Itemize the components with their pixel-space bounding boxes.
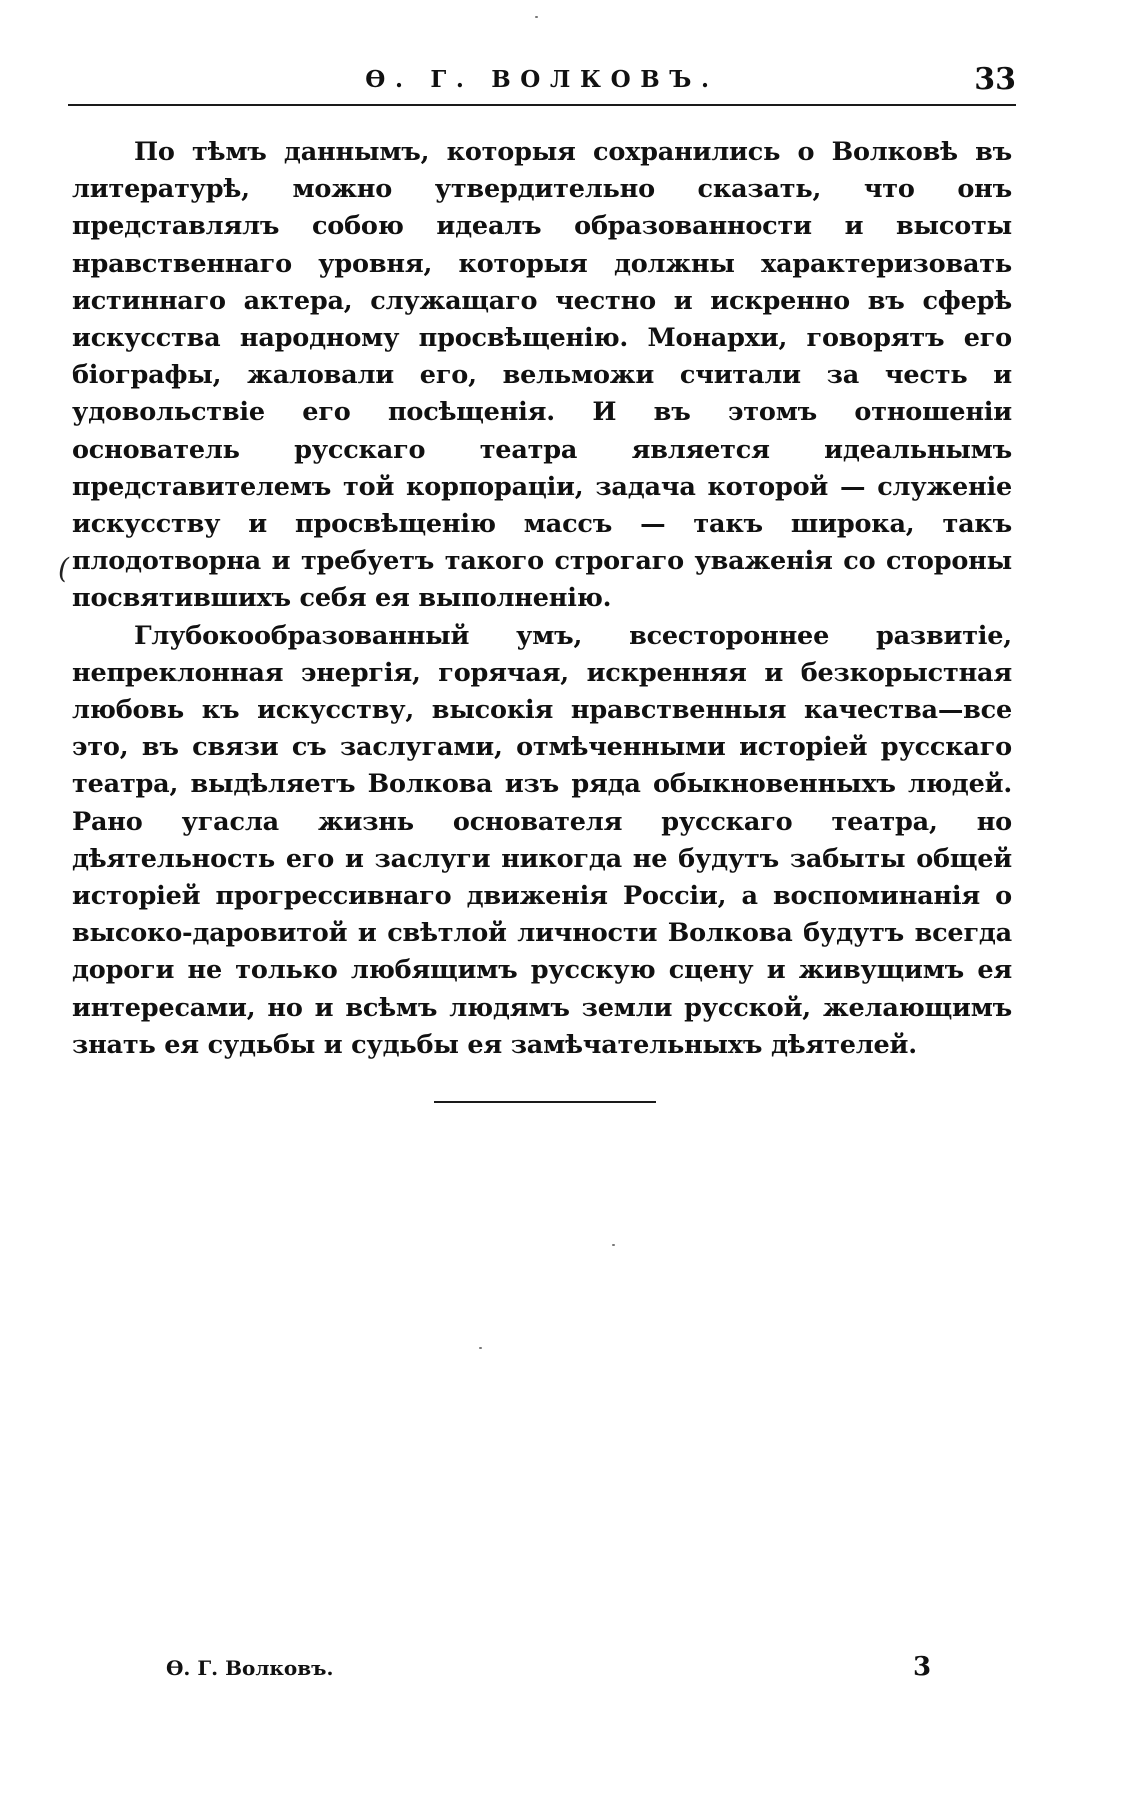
page-number: 33 [974, 62, 1016, 97]
running-title: Ѳ. Г. ВОЛКОВЪ. [365, 66, 719, 93]
print-speck [535, 16, 538, 18]
print-speck [479, 1347, 482, 1349]
paragraph-2: Глубокообразованный умъ, всестороннее развитіе, непреклонная энергія, горячая, искренняя и безкорыстная любовь къ искусству, высокія нравственныя качества—все это, въ связи съ заслугами, отмѣченными исторіей русскаго театра, выдѣляетъ Волкова изъ ряда обыкновенныхъ людей. Рано угасла жизнь основателя русскаго театра, но дѣятельность его и заслуги никогда не будутъ забыты общей исторіей прогрессивнаго движенія Россіи, а воспоминанія о высоко-даровитой и свѣтлой личности Волкова будутъ всегда дороги не только любящимъ русскую сцену и живущимъ ея интересами, но и всѣмъ людямъ земли русской, желающимъ знать ея судьбы и судьбы ея замѣчательныхъ дѣятелей. [72, 620, 1012, 1060]
footer-sheet-number: 3 [913, 1652, 932, 1682]
footer-signature: Ѳ. Г. Волковъ. [166, 1656, 334, 1680]
print-speck [612, 1244, 615, 1246]
running-head [68, 62, 1016, 102]
paragraph-1: По тѣмъ даннымъ, которыя сохранились о Волковѣ въ литературѣ, можно утвердительно сказать, что онъ представлялъ собою идеалъ образованности и высоты нравственнаго уровня, которыя должны характеризовать истиннаго актера, служащаго честно и искренно въ сферѣ искусства народному просвѣщенію. Монархи, говорятъ его біографы, жаловали его, вельможи считали за честь и удовольствіе его посѣщенія. И въ этомъ отношеніи основатель русскаго театра является идеальнымъ представителемъ той корпораціи, задача которой — служеніе искусству и просвѣщенію массъ — такъ широка, такъ плодотворна и требуетъ такого строгаго уваженія со стороны посвятившихъ себя ея выполненію. [72, 137, 1012, 614]
header-rule [68, 104, 1016, 106]
body-text [72, 134, 1012, 1064]
margin-pencil-mark: ( [58, 552, 69, 585]
end-rule [434, 1101, 656, 1103]
